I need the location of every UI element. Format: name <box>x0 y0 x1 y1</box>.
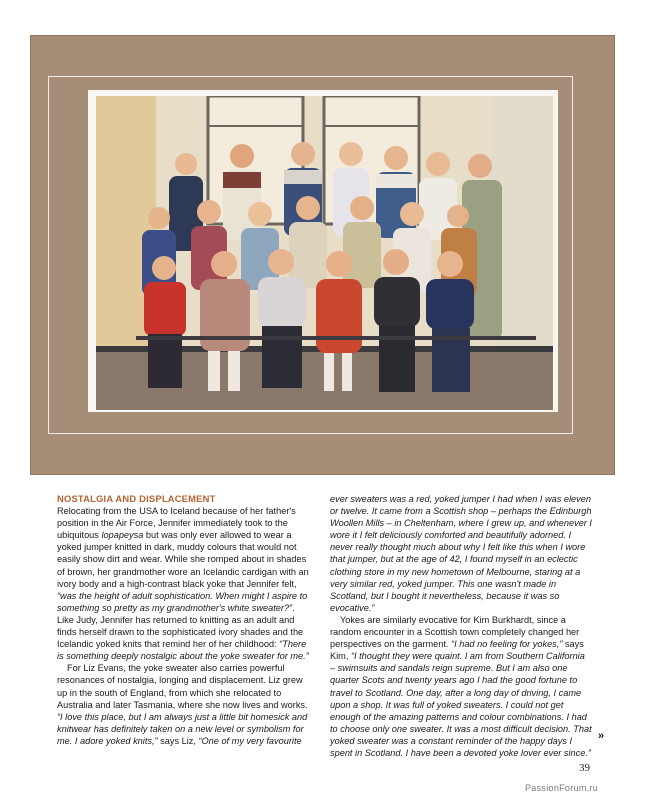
right-paragraph-1 <box>330 493 592 614</box>
text-segment: says Kim, <box>330 639 584 662</box>
text-segment: “I love this place, but I am always just a little bit homesick and knitwear has definitely taken on a new level or symbolism for me. I adore yoked knits,” <box>57 711 308 746</box>
left-paragraph-2 <box>57 662 313 747</box>
text-segment: “was the height of adult sophistication. When might I aspire to something so pretty as my grandmother's white sweater?” <box>57 590 308 613</box>
continue-arrow-icon: » <box>598 730 605 742</box>
text-segment: says Liz, <box>157 735 199 746</box>
text-segment: “I thought they were quaint. I am from Southern California – swimsuits and sandals reign supreme. But I am also one quarter Scots and twenty years ago I had the good fortune to travel to Scotland. One day, after a long day of driving, I came upon a shop. It was full of yoked sweaters. I could not get enough of the amazing patterns and colour combinations. I had to choose only one sweater. It was a most difficult decision. That yoked sweater was a constant reminder of the happy days I spent in Scotland. I have been a devoted yoke lover ever since.” <box>330 651 592 758</box>
text-segment: . Like Judy, Jennifer has returned to knitting as an adult and finds herself drawn to the sophisticated ivory shades and the Icelandic yoked knits that remind her of her childhood: <box>57 602 304 650</box>
watermark: PassionForum.ru <box>525 783 599 793</box>
class-photo <box>96 96 553 410</box>
page-number: 39 <box>579 762 590 774</box>
article-left-column <box>57 493 313 747</box>
text-segment: For Liz Evans, the yoke sweater also carries powerful resonances of nostalgia, longing and displacement. Liz grew up in the south of England, from which she relocated to Australia and later Tasmania, where she now lives and works. <box>57 663 308 710</box>
text-segment: but was only ever allowed to wear a yoked jumper knitted in dark, muddy colours that would not easily show dirt and wear. While she romped about in shades of brown, her grandmother wore an Icelandic cardigan with an ivory body and a high-contrast black yoke that Jennifer felt, <box>57 530 309 589</box>
text-segment: “One of my very favourite <box>198 735 302 746</box>
text-segment: ever sweaters was a red, yoked jumper I had when I was eleven or twelve. It came from a Scottish shop – perhaps the Edinburgh Woollen Mills – in Cheltenham, where I grew up, and whenever I wore it I felt deliciously comforted and beautifully adorned. I never really thought much about why I felt like this when I wore that jumper, but at the age of 42, I found myself in an eclectic clothing store in my new hometown of Melbourne, staring at a very similar red, yoked jumper. This one wasn't made in Scotland, but I bought it nevertheless, because it was so evocative.” <box>330 494 592 613</box>
text-segment: “There is something deeply nostalgic about the yoke sweater for me.” <box>57 639 309 662</box>
text-segment: lopapeysa <box>101 530 144 541</box>
text-segment: “I had no feeling for yokes,” <box>451 639 563 650</box>
article-right-column <box>330 493 592 759</box>
text-segment: Relocating from the USA to Iceland because of her father's position in the Air Force, Jennifer immediately took to the ubiquitous <box>57 506 296 541</box>
class-photo-image <box>96 96 553 410</box>
section-heading: NOSTALGIA AND DISPLACEMENT <box>57 493 216 504</box>
right-paragraph-2 <box>330 614 592 759</box>
text-segment: Yokes are similarly evocative for Kim Burkhardt, since a random encounter in a Scottish town completely changed her perspectives on the garment. <box>330 614 580 650</box>
left-paragraph-1 <box>57 505 313 662</box>
